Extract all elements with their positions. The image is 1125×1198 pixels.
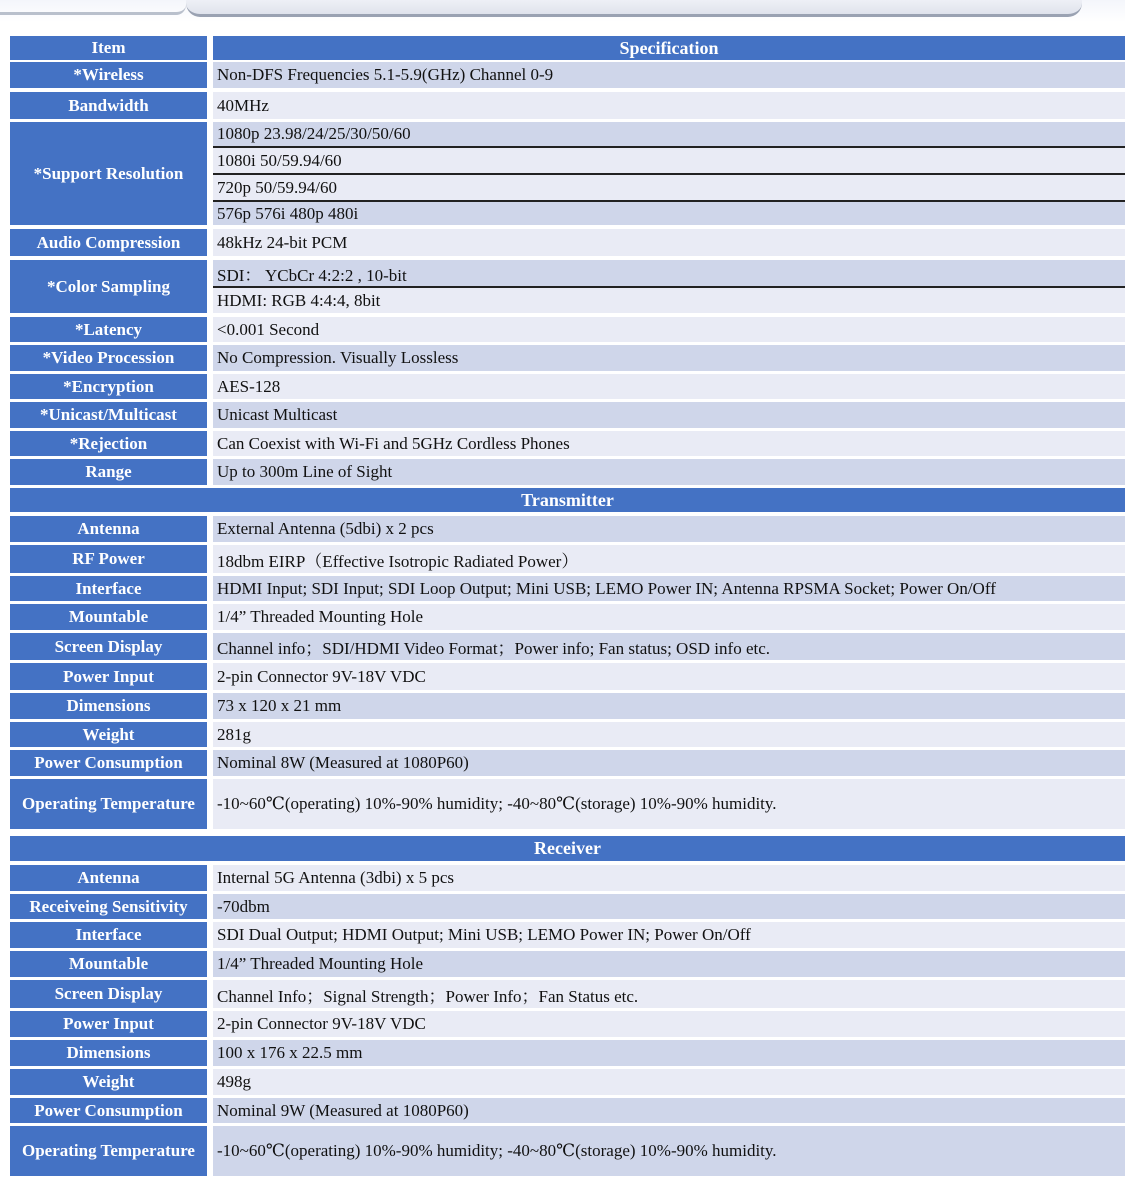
item-label: Range <box>10 459 207 485</box>
spec-value: Can Coexist with Wi-Fi and 5GHz Cordless Phones <box>213 431 1125 456</box>
item-label: Power Consumption <box>10 750 207 776</box>
spec-value: -10~60℃(operating) 10%-90% humidity; -40~80℃(storage) 10%-90% humidity. <box>213 1126 1125 1176</box>
spec-value: No Compression. Visually Lossless <box>213 345 1125 371</box>
table-row-rx-antenna <box>10 865 1125 893</box>
table-row-unicast-multicast <box>10 402 1125 430</box>
table-row-rx-mountable <box>10 951 1125 979</box>
item-label: Operating Temperature <box>10 779 207 829</box>
spec-value: SDI： YCbCr 4:2:2 , 10-bit <box>213 260 1125 286</box>
section-title: Receiver <box>10 836 1125 861</box>
spec-value: 73 x 120 x 21 mm <box>213 693 1125 719</box>
item-label: Mountable <box>10 951 207 977</box>
spec-value: HDMI: RGB 4:4:4, 8bit <box>213 288 1125 313</box>
spec-value: 1080p 23.98/24/25/30/50/60 <box>213 122 1125 146</box>
spec-value: 40MHz <box>213 92 1125 119</box>
table-row-color-sampling <box>10 260 1125 315</box>
table-row-tx-operating-temperature <box>10 779 1125 831</box>
table-row-tx-power-consumption <box>10 750 1125 778</box>
spec-value: 1080i 50/59.94/60 <box>213 148 1125 173</box>
spec-value: 2-pin Connector 9V-18V VDC <box>213 1011 1125 1037</box>
top-decoration <box>0 0 1125 22</box>
table-row-range <box>10 459 1125 487</box>
section-title: Transmitter <box>10 488 1125 512</box>
table-row-tx-dimensions <box>10 693 1125 721</box>
spec-value: 18dbm EIRP（Effective Isotropic Radiated Power） <box>213 545 1125 573</box>
table-row-rx-screen-display <box>10 980 1125 1010</box>
table-row-tx-screen-display <box>10 633 1125 662</box>
item-label: Operating Temperature <box>10 1126 207 1176</box>
table-row-latency <box>10 317 1125 344</box>
spec-value: Nominal 9W (Measured at 1080P60) <box>213 1098 1125 1123</box>
table-header-row <box>10 36 1125 62</box>
table-row-tx-interface <box>10 576 1125 603</box>
table-row-tx-rf-power <box>10 545 1125 575</box>
item-label: *Unicast/Multicast <box>10 402 207 428</box>
item-label: Bandwidth <box>10 92 207 119</box>
spec-value: AES-128 <box>213 374 1125 399</box>
item-label: *Color Sampling <box>10 260 207 313</box>
table-row-rx-power-consumption <box>10 1098 1125 1125</box>
item-label: *Video Procession <box>10 345 207 371</box>
table-row-wireless <box>10 62 1125 90</box>
spec-value: -10~60℃(operating) 10%-90% humidity; -40~80℃(storage) 10%-90% humidity. <box>213 779 1125 829</box>
section-receiver <box>10 836 1125 863</box>
header-item: Item <box>10 36 207 60</box>
item-label: Screen Display <box>10 633 207 660</box>
top-decoration-bar <box>186 0 1082 17</box>
spec-value: SDI Dual Output; HDMI Output; Mini USB; LEMO Power IN; Power On/Off <box>213 922 1125 948</box>
spec-value: HDMI Input; SDI Input; SDI Loop Output; Mini USB; LEMO Power IN; Antenna RPSMA Socket; Power On/Off <box>213 576 1125 601</box>
spec-value: 281g <box>213 722 1125 747</box>
spec-value: 2-pin Connector 9V-18V VDC <box>213 663 1125 690</box>
section-transmitter <box>10 488 1125 514</box>
item-label: Antenna <box>10 865 207 891</box>
top-decoration-left <box>0 0 186 15</box>
spec-value: -70dbm <box>213 894 1125 919</box>
spec-value: Channel info；SDI/HDMI Video Format；Power info; Fan status; OSD info etc. <box>213 633 1125 660</box>
spec-value: <0.001 Second <box>213 317 1125 342</box>
table-row-tx-power-input <box>10 663 1125 692</box>
item-label: *Support Resolution <box>10 122 207 225</box>
table-row-bandwidth <box>10 92 1125 121</box>
item-label: *Encryption <box>10 374 207 399</box>
item-label: Antenna <box>10 516 207 542</box>
item-label: Power Input <box>10 663 207 690</box>
table-row-rx-power-input <box>10 1011 1125 1039</box>
item-label: Interface <box>10 576 207 601</box>
item-label: Weight <box>10 1069 207 1095</box>
spec-value: External Antenna (5dbi) x 2 pcs <box>213 516 1125 542</box>
table-row-rejection <box>10 431 1125 458</box>
spec-value: Nominal 8W (Measured at 1080P60) <box>213 750 1125 776</box>
table-row-rx-weight <box>10 1069 1125 1097</box>
spec-value: Internal 5G Antenna (3dbi) x 5 pcs <box>213 865 1125 891</box>
spec-value: Non-DFS Frequencies 5.1-5.9(GHz) Channel 0-9 <box>213 62 1125 88</box>
item-label: Audio Compression <box>10 229 207 256</box>
table-row-support-resolution <box>10 122 1125 227</box>
spec-value: 498g <box>213 1069 1125 1095</box>
table-row-tx-mountable <box>10 604 1125 632</box>
item-label: Mountable <box>10 604 207 630</box>
table-row-audio-compression <box>10 229 1125 258</box>
spec-value: 48kHz 24-bit PCM <box>213 229 1125 256</box>
spec-value: Up to 300m Line of Sight <box>213 459 1125 485</box>
spec-value: 100 x 176 x 22.5 mm <box>213 1040 1125 1066</box>
table-row-rx-operating-temperature <box>10 1126 1125 1178</box>
spec-value: 1/4” Threaded Mounting Hole <box>213 604 1125 630</box>
item-label: Weight <box>10 722 207 747</box>
item-label: *Latency <box>10 317 207 342</box>
item-label: Dimensions <box>10 1040 207 1066</box>
item-label: Interface <box>10 922 207 948</box>
table-row-video-procession <box>10 345 1125 373</box>
item-label: Dimensions <box>10 693 207 719</box>
header-specification: Specification <box>213 36 1125 60</box>
item-label: Power Consumption <box>10 1098 207 1123</box>
item-label: Screen Display <box>10 980 207 1008</box>
table-row-rx-interface <box>10 922 1125 950</box>
spec-table <box>10 36 1125 1198</box>
spec-value: 576p 576i 480p 480i <box>213 202 1125 225</box>
table-row-encryption <box>10 374 1125 401</box>
table-row-tx-weight <box>10 722 1125 749</box>
item-label: Receiveing Sensitivity <box>10 894 207 919</box>
spec-value: Channel Info；Signal Strength；Power Info；Fan Status etc. <box>213 980 1125 1008</box>
spec-value: Unicast Multicast <box>213 402 1125 428</box>
table-row-tx-antenna <box>10 516 1125 544</box>
spec-value: 1/4” Threaded Mounting Hole <box>213 951 1125 977</box>
item-label: Power Input <box>10 1011 207 1037</box>
spec-value: 720p 50/59.94/60 <box>213 175 1125 200</box>
table-row-rx-sensitivity <box>10 894 1125 921</box>
item-label: *Wireless <box>10 62 207 88</box>
item-label: *Rejection <box>10 431 207 456</box>
item-label: RF Power <box>10 545 207 573</box>
table-row-rx-dimensions <box>10 1040 1125 1068</box>
